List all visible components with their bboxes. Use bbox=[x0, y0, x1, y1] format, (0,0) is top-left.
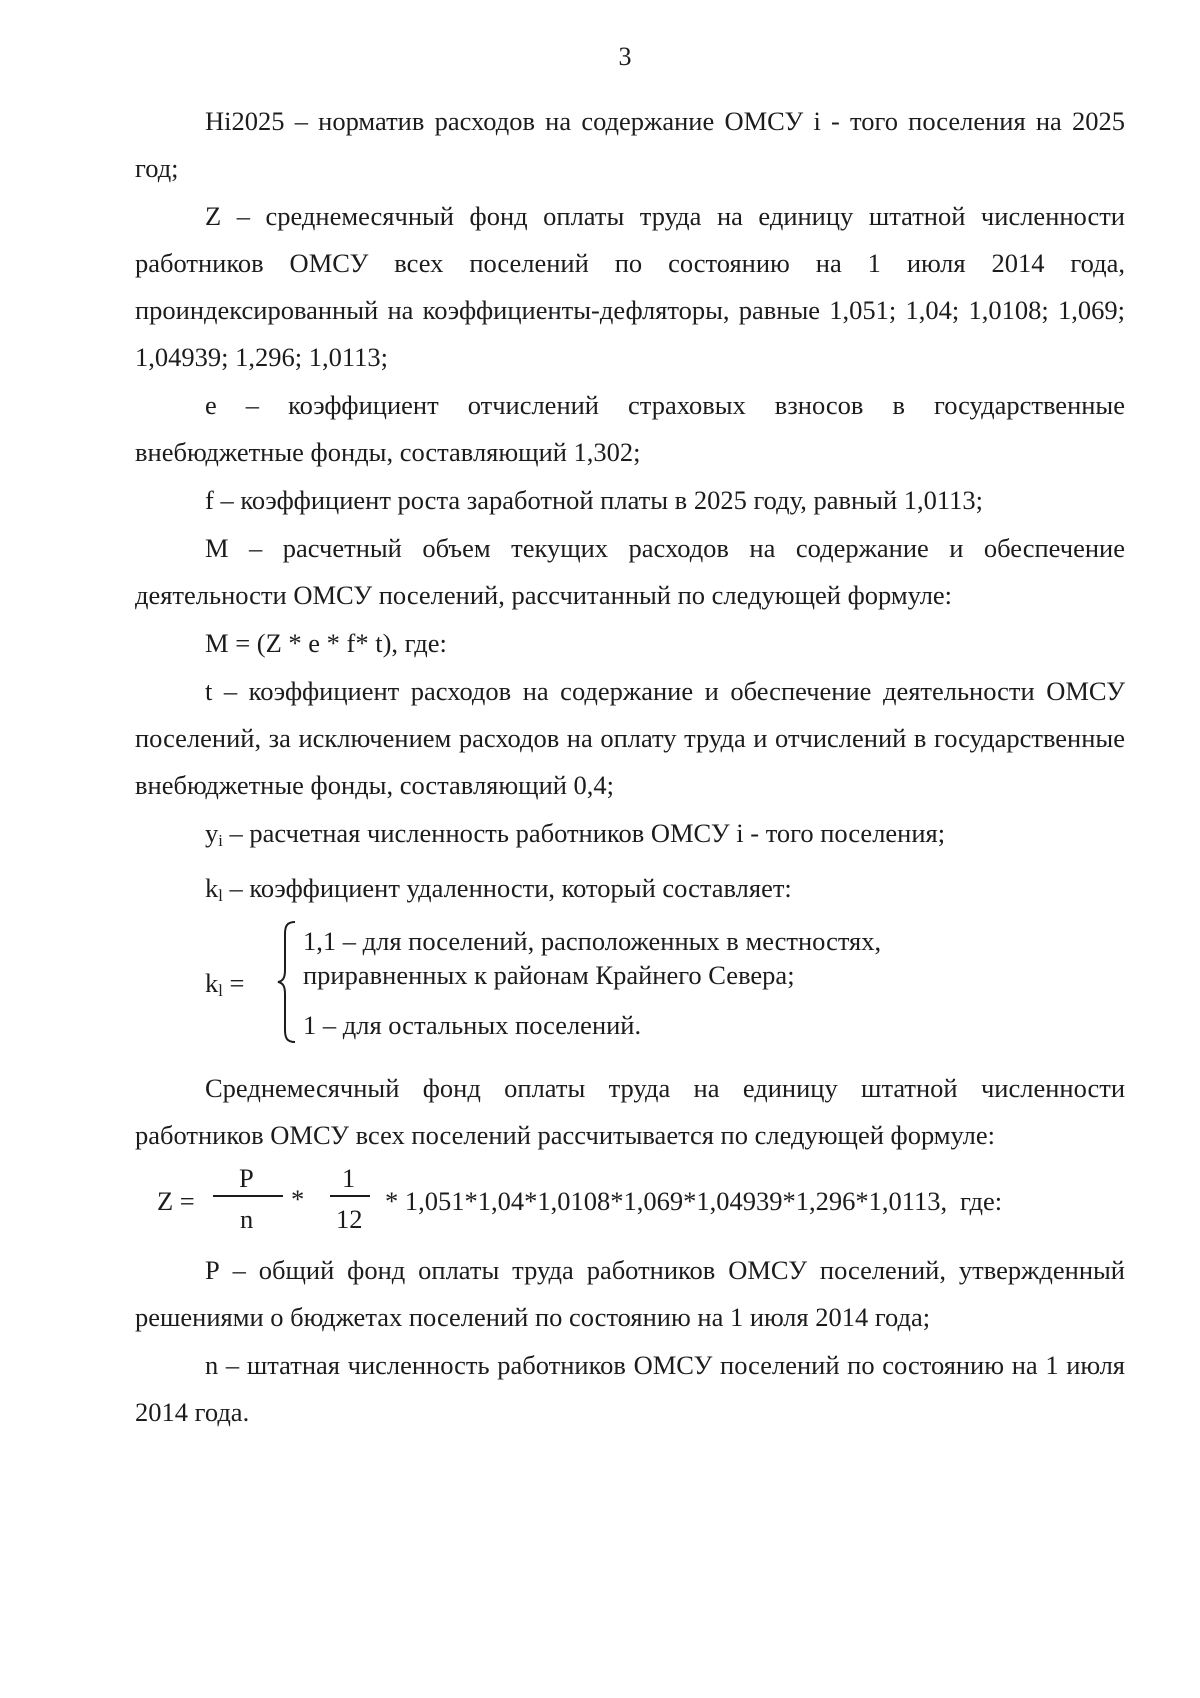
definition-k1 bbox=[135, 865, 1125, 919]
var-y: y bbox=[205, 818, 219, 848]
definition-t: t – коэффициент расходов на содержание и обеспечение деятельности ОМСУ поселений, за исключением расходов на оплату труда и отчислений в государственные внебюджетные фонды, составляющий 0,4; bbox=[135, 676, 1125, 800]
k1-case-north-line1: 1,1 – для поселений, расположенных в местностях, bbox=[303, 926, 882, 957]
z-frac2-numerator: 1 bbox=[342, 1163, 356, 1194]
k1-lhs-eq: = bbox=[222, 968, 245, 999]
sub-i: i bbox=[218, 831, 223, 851]
z-formula-mult: * bbox=[291, 1184, 305, 1215]
z-frac1-denominator: n bbox=[240, 1204, 254, 1235]
k1-lhs bbox=[205, 960, 244, 1014]
z-formula-lhs: Z = bbox=[157, 1186, 195, 1217]
z-formula-where: где: bbox=[960, 1186, 1003, 1217]
sub-l: l bbox=[218, 886, 223, 906]
definition-f: f – коэффициент роста заработной платы в 2025 году, равный 1,0113; bbox=[205, 485, 984, 515]
definition-z: Z – среднемесячный фонд оплаты труда на единицу штатной численности работников ОМСУ всех поселений по состоянию на 1 июля 2014 года, проиндексированный на коэффициенты-дефляторы, равные 1,051; 1,04; 1,0108; 1,069; 1,04939; 1,296; 1,0113; bbox=[135, 201, 1125, 372]
definition-yi bbox=[135, 810, 1125, 864]
z-frac1-numerator: P bbox=[239, 1163, 254, 1194]
page-number: 3 bbox=[618, 42, 632, 71]
var-k: k bbox=[205, 873, 219, 904]
definition-n: n – штатная численность работников ОМСУ поселений по состоянию на 1 июля 2014 года. bbox=[135, 1350, 1125, 1428]
k1-case-north bbox=[303, 924, 881, 992]
z-formula bbox=[135, 1161, 1125, 1239]
formula-m: М = (Z * е * f* t), где: bbox=[205, 628, 447, 658]
document-body bbox=[135, 98, 1125, 1437]
definition-yi-text: – расчетная численность работников ОМСУ i - того поселения; bbox=[222, 818, 946, 848]
definition-e: е – коэффициент отчислений страховых взносов в государственные внебюджетные фонды, составляющий 1,302; bbox=[135, 390, 1125, 467]
definition-k1-text: – коэффициент удаленности, который составляет: bbox=[222, 873, 792, 904]
left-brace-icon bbox=[275, 920, 299, 1044]
definition-m: М – расчетный объем текущих расходов на содержание и обеспечение деятельности ОМСУ поселений, рассчитанный по следующей формуле: bbox=[135, 533, 1125, 610]
k1-case-other: 1 – для остальных поселений. bbox=[303, 1010, 642, 1041]
z-formula-intro: Среднемесячный фонд оплаты труда на единицу штатной численности работников ОМСУ всех поселений рассчитывается по следующей формуле: bbox=[135, 1073, 1125, 1151]
z-frac2-denominator: 12 bbox=[336, 1204, 363, 1235]
k1-case-north-line2: приравненных к районам Крайнего Севера; bbox=[303, 960, 795, 991]
k1-lhs-var: k bbox=[205, 968, 219, 999]
k1-lhs-sub: l bbox=[218, 981, 223, 1001]
definition-hi2025: Hi2025 – норматив расходов на содержание ОМСУ i - того поселения на 2025 год; bbox=[135, 106, 1125, 183]
k1-piecewise-formula bbox=[135, 920, 1125, 1065]
z-formula-coefficients: * 1,051*1,04*1,0108*1,069*1,04939*1,296*1,0113, bbox=[385, 1186, 948, 1217]
definition-p: Р – общий фонд оплаты труда работников ОМСУ поселений, утвержденный решениями о бюджетах поселений по состоянию на 1 июля 2014 года; bbox=[135, 1255, 1125, 1333]
